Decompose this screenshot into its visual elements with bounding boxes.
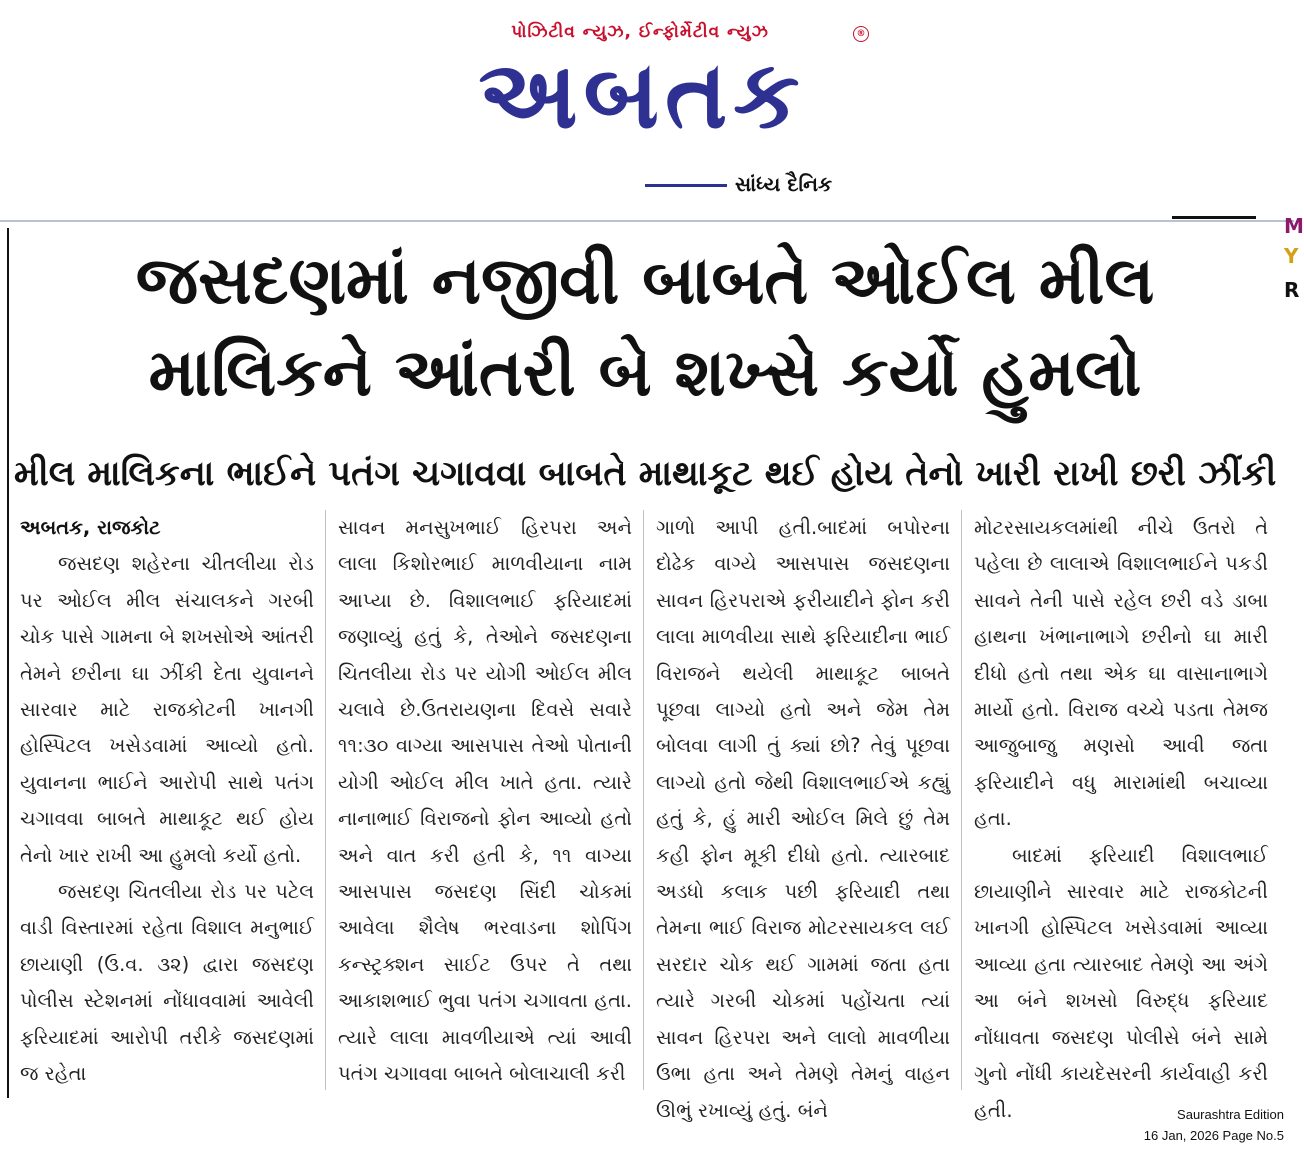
edge-letter-3: R — [1284, 278, 1300, 302]
edge-letter-2: Y — [1284, 244, 1299, 268]
subtagline-divider — [645, 184, 727, 187]
article-headline — [20, 235, 1270, 419]
registered-mark-icon: ® — [853, 26, 869, 42]
paragraph: જસદણ ચિતલીયા રોડ પર પટેલ વાડી વિસ્તારમાં રહેતા વિશાલ મનુભાઈ છાયાણી (ઉ.વ. ૩૨) દ્વારા જસદણ પોલીસ સ્ટેશનમાં નોંધાવવામાં આવેલી ફરિયાદમાં આરોપી તરીકે જસદણમાં જ રહેતા — [20, 880, 314, 1086]
article-column-4 — [974, 510, 1268, 1129]
page-footer — [1144, 1104, 1284, 1146]
masthead-rule — [0, 220, 1294, 222]
masthead — [0, 0, 1294, 220]
newspaper-logo: અબતક — [478, 41, 806, 150]
column-divider — [643, 510, 644, 1090]
paragraph: મોટરસાયકલમાંથી નીચે ઉતરો તે પહેલા છે લાલાએ વિશાલભાઈને પકડી સાવને તેની પાસે રહેલ છરી વડે ડાબા હાથના ખંભાનાભાગે છરીનો ઘા મારી દીધો હતો તથા એક ઘા વાસાનાભાગે માર્યો હતો. વિરાજ વચ્ચે પડતા તેમજ આજુબાજુ મણસો આવી જતા ફરિયાદીને વધુ મારામાંથી બચાવ્યા હતા. — [974, 516, 1268, 831]
masthead-subtagline: સાંધ્ય દૈનિક — [735, 172, 833, 196]
adjacent-article-rule — [1172, 216, 1256, 219]
date-page-label: 16 Jan, 2026 Page No.5 — [1143, 1128, 1284, 1143]
article-column-1 — [20, 510, 314, 1093]
article-column-2 — [338, 510, 632, 1093]
column-divider — [961, 510, 962, 1090]
edition-label: Saurashtra Edition — [1177, 1107, 1284, 1122]
dateline: અબતક, રાજકોટ — [20, 516, 161, 539]
headline-line-1: જસદણમાં નજીવી બાબતે ઓઈલ મીલ — [135, 242, 1155, 319]
paragraph: બાદમાં ફરિયાદી વિશાલભાઈ છાયાણીને સારવાર માટે રાજકોટની ખાનગી હોસ્પિટલ ખસેડવામાં આવ્યા આવ્યા હતા ત્યારબાદ તેમણે આ અંગે આ બંને શખસો વિરુદ્ધ ફરિયાદ નોંધાવતા જસદણ પોલીસે બંને સામે ગુનો નોંધી કાયદેસરની કાર્યવાહી કરી હતી. — [974, 843, 1268, 1122]
paragraph: ગાળો આપી હતી.બાદમાં બપોરના દોઢેક વાગ્યે આસપાસ જસદણના સાવન હિરપરાએ ફરીયાદીને ફોન કરી લાલા માળવીયા સાથે ફરિયાદીના ભાઈ વિરાજને થયેલી માથાકૂટ બાબતે પૂછવા લાગ્યો હતો અને જેમ તેમ બોલવા લાગી તું ક્યાં છો? તેવું પૂછવા લાગ્યો હતો જેથી વિશાલભાઈએ કહ્યું હતું કે, હું મારી ઓઈલ મિલે છું તેમ કહી ફોન મૂકી દીધો હતો. ત્યારબાદ અડધો કલાક પછી ફરિયાદી તથા તેમના ભાઈ વિરાજ મોટરસાયકલ લઈ સરદાર ચોક થઈ ગામમાં જતા હતા ત્યારે ગરબી ચોકમાં પહોંચતા ત્યાં સાવન હિરપરા અને લાલો માવળીયા ઉભા હતા અને તેમણે તેમનું વાહન ઊભું રખાવ્યું હતું. બંને — [656, 516, 950, 1122]
article-column-3 — [656, 510, 950, 1129]
paragraph: જસદણ શહેરના ચીતલીયા રોડ પર ઓઈલ મીલ સંચાલકને ગરબી ચોક પાસે ગામના બે શખસોએ આંતરી તેમને છરીના ઘા ઝીંકી દેતા યુવાનને સારવાર માટે રાજકોટની ખાનગી હોસ્પિટલ ખસેડવામાં આવ્યો હતો. યુવાનના ભાઈને આરોપી સાથે પતંગ ચગાવવા બાબતે માથાકૂટ થઈ હોય તેનો ખાર રાખી આ હુમલો કર્યો હતો. — [20, 552, 314, 867]
article-subheadline: મીલ માલિકના ભાઈને પતંગ ચગાવવા બાબતે માથાકૂટ થઈ હોય તેનો ખારી રાખી છરી ઝીંકી — [14, 454, 1277, 494]
headline-line-2: માલિકને આંતરી બે શખ્સે કર્યો હુમલો — [148, 334, 1142, 411]
column-divider — [325, 510, 326, 1090]
paragraph: સાવન મનસુખભાઈ હિરપરા અને લાલા કિશોરભાઈ માળવીયાના નામ આપ્યા છે. વિશાલભાઈ ફરિયાદમાં જણાવ્યું હતું કે, તેઓને જસદણના ચિતલીયા રોડ પર યોગી ઓઈલ મીલ ચલાવે છે.ઉતરાયણના દિવસે સવારે ૧૧:૩૦ વાગ્યા આસપાસ તેઓ પોતાની યોગી ઓઈલ મીલ ખાતે હતા. ત્યારે નાનાભાઈ વિરાજનો ફોન આવ્યો હતો અને વાત કરી હતી કે, ૧૧ વાગ્યા આસપાસ જસદણ સિંદી ચોકમાં આવેલા શૈલેષ ભરવાડના શોપિંગ કન્સ્ટ્રક્શન સાઈટ ઉપર તે તથા આકાશભાઈ ભુવા પતંગ ચગાવતા હતા. ત્યારે લાલા માવળીયાએ ત્યાં આવી પતંગ ચગાવવા બાબતે બોલાચાલી કરી — [338, 516, 632, 1086]
edge-letter-1: M — [1284, 214, 1304, 238]
left-border-line — [7, 228, 9, 1098]
masthead-tagline: પોઝિટીવ ન્યુઝ, ઈન્ફોર્મેટીવ ન્યુઝ — [511, 22, 769, 42]
